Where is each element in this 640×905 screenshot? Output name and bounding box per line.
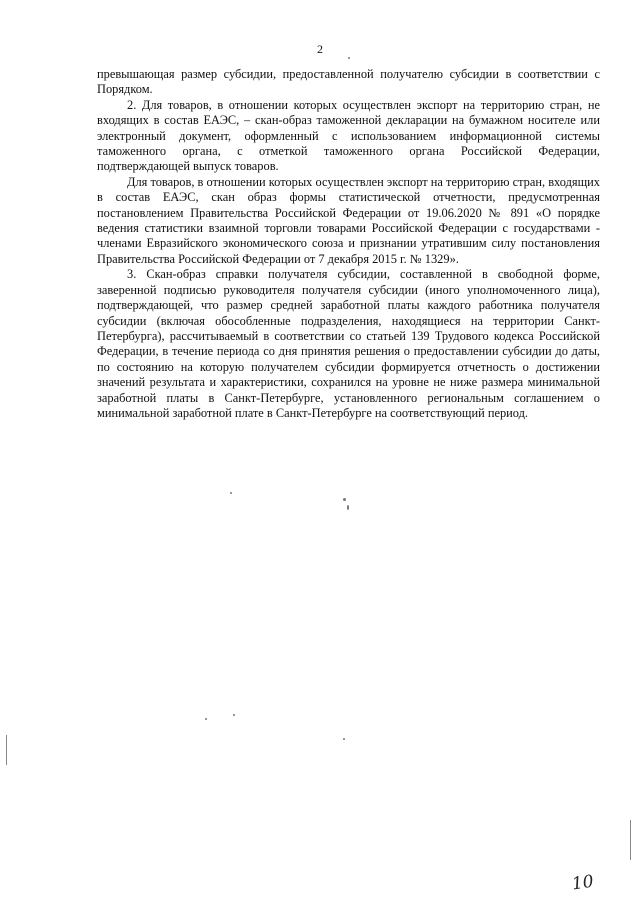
scan-speck — [343, 498, 346, 501]
scan-speck — [347, 505, 349, 510]
scan-speck — [233, 714, 235, 716]
document-body — [97, 67, 600, 421]
paragraph-item-2: 2. Для товаров, в отношении которых осуществлен экспорт на территорию стран, не входящих в состав ЕАЭС, – скан-образ таможенной декларации на бумажном носителе или электронный документ, оформленный с использованием информационной системы таможенного органа, с отметкой таможенного органа Российской Федерации, подтверждающей выпуск товаров. — [97, 97, 600, 174]
scan-speck — [205, 718, 207, 720]
scan-edge-mark — [6, 735, 7, 765]
paragraph-eaes-export: Для товаров, в отношении которых осуществлен экспорт на территорию стран, входящих в состав ЕАЭС, скан образ формы статистической отчетности, предусмотренная постановлением Правительства Российской Федерации от 19.06.2020 № 891 «О порядке ведения статистики взаимной торговли товарами Российской Федерации с государствами - членами Евразийского экономического союза и признании утратившим силу постановления Правительства Российской Федерации от 7 декабря 2015 г. № 1329». — [97, 174, 600, 266]
scan-speck — [348, 57, 350, 59]
handwritten-sheet-number: 10 — [570, 871, 595, 895]
scan-speck — [230, 492, 232, 494]
scan-edge-mark — [630, 820, 631, 860]
scan-speck — [343, 738, 345, 740]
page-number: 2 — [317, 42, 323, 56]
paragraph-continuation: превышающая размер субсидии, предоставленной получателю субсидии в соответствии с Порядком. — [97, 67, 600, 97]
paragraph-item-3: 3. Скан-образ справки получателя субсидии, составленной в свободной форме, заверенной подписью руководителя получателя субсидии (иного уполномоченного лица), подтверждающей, что размер средней заработной платы каждого работника получателя субсидии (включая обособленные подразделения, находящиеся на территории Санкт-Петербурга), рассчитываемый в соответствии со статьей 139 Трудового кодекса Российской Федерации, в течение периода со дня принятия решения о предоставлении субсидии до даты, по состоянию на которую получателем субсидии формируется отчетность о достижении значений результата и характеристики, сохранился на уровне не ниже размера минимальной заработной платы в Санкт-Петербурге, установленного региональным соглашением о минимальной заработной плате в Санкт-Петербурге на соответствующий период. — [97, 267, 600, 420]
